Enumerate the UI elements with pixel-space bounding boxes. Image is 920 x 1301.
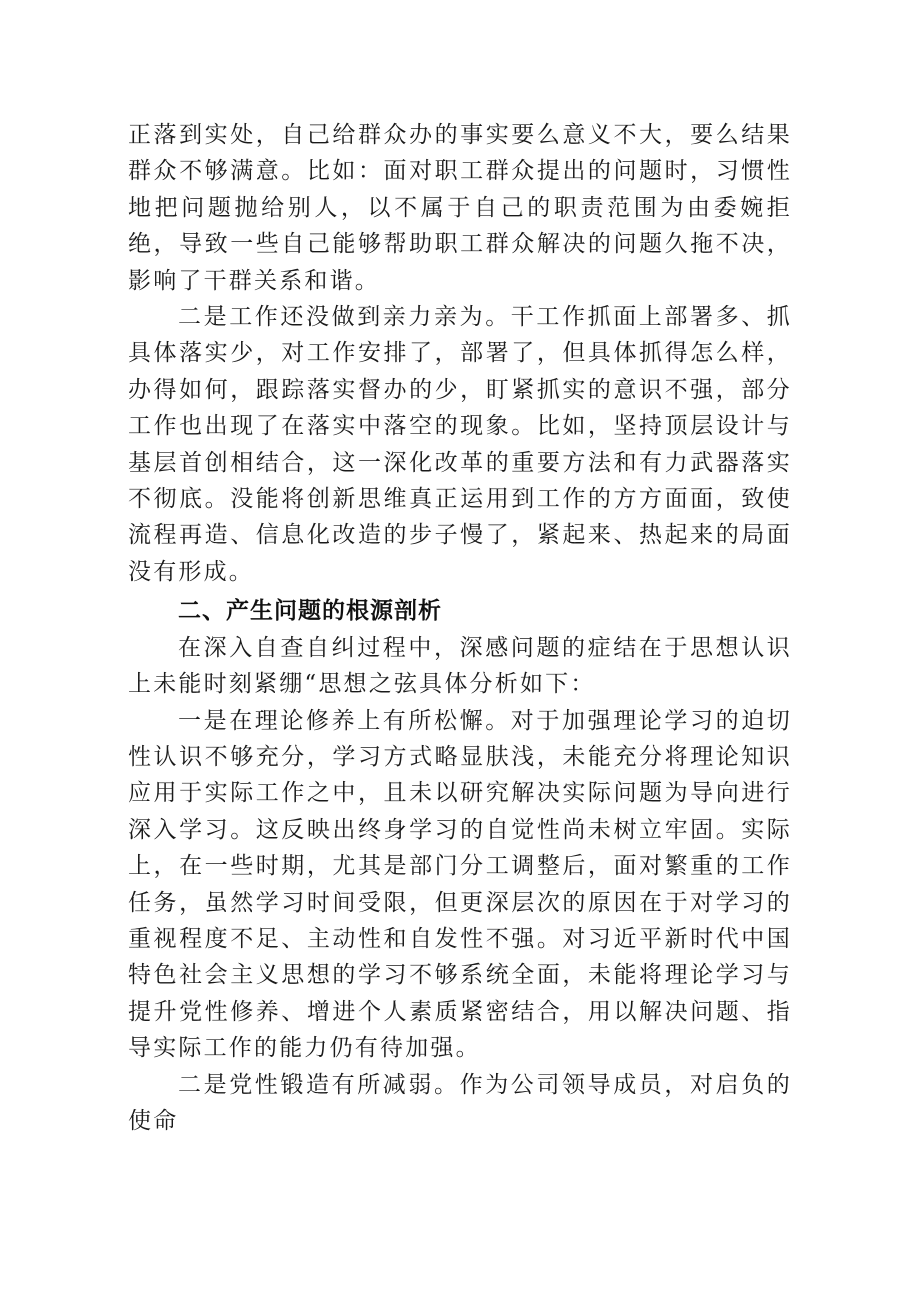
paragraph-continuation: 正落到实处，自己给群众办的事实要么意义不大，要么结果群众不够满意。比如：面对职工群众提出的问题时，习惯性地把问题抛给别人，以不属于自己的职责范围为由委婉拒绝，导致一些自己能够帮助职工群众解决的问题久拖不决，影响了干群关系和谐。 xyxy=(128,122,792,294)
paragraph-hands-on-work: 二是工作还没做到亲力亲为。干工作抓面上部署多、抓具体落实少，对工作安排了，部署了，但具体抓得怎么样，办得如何，跟踪落实督办的少，盯紧抓实的意识不强，部分工作也出现了在落实中落空的现象。比如，坚持顶层设计与基层首创相结合，这一深化改革的重要方法和有力武器落实不彻底。没能将创新思维真正运用到工作的方方面面，致使流程再造、信息化改造的步子慢了，紧起来、热起来的局面没有形成。 xyxy=(128,304,792,585)
document-body xyxy=(128,117,792,1139)
section-heading-root-cause: 二、产生问题的根源剖析 xyxy=(178,598,442,625)
paragraph-self-examination: 在深入自查自纠过程中，深感问题的症结在于思想认识上未能时刻紧绷“思想之弦具体分析如下： xyxy=(128,634,792,698)
paragraph-party-spirit: 二是党性锻造有所减弱。作为公司领导成员，对启负的使命 xyxy=(128,1071,792,1134)
paragraph-theory-study: 一是在理论修养上有所松懈。对于加强理论学习的迫切性认识不够充分，学习方式略显肤浅，未能充分将理论知识应用于实际工作之中，且未以研究解决实际问题为导向进行深入学习。这反映出终身学习的自觉性尚未树立牢固。实际上，在一些时期，尤其是部门分工调整后，面对繁重的工作任务，虽然学习时间受限，但更深层次的原因在于对学习的重视程度不足、主动性和自发性不强。对习近平新时代中国特色社会主义思想的学习不够系统全面，未能将理论学习与提升党性修养、增进个人素质紧密结合，用以解决问题、指导实际工作的能力仍有待加强。 xyxy=(128,707,792,1062)
